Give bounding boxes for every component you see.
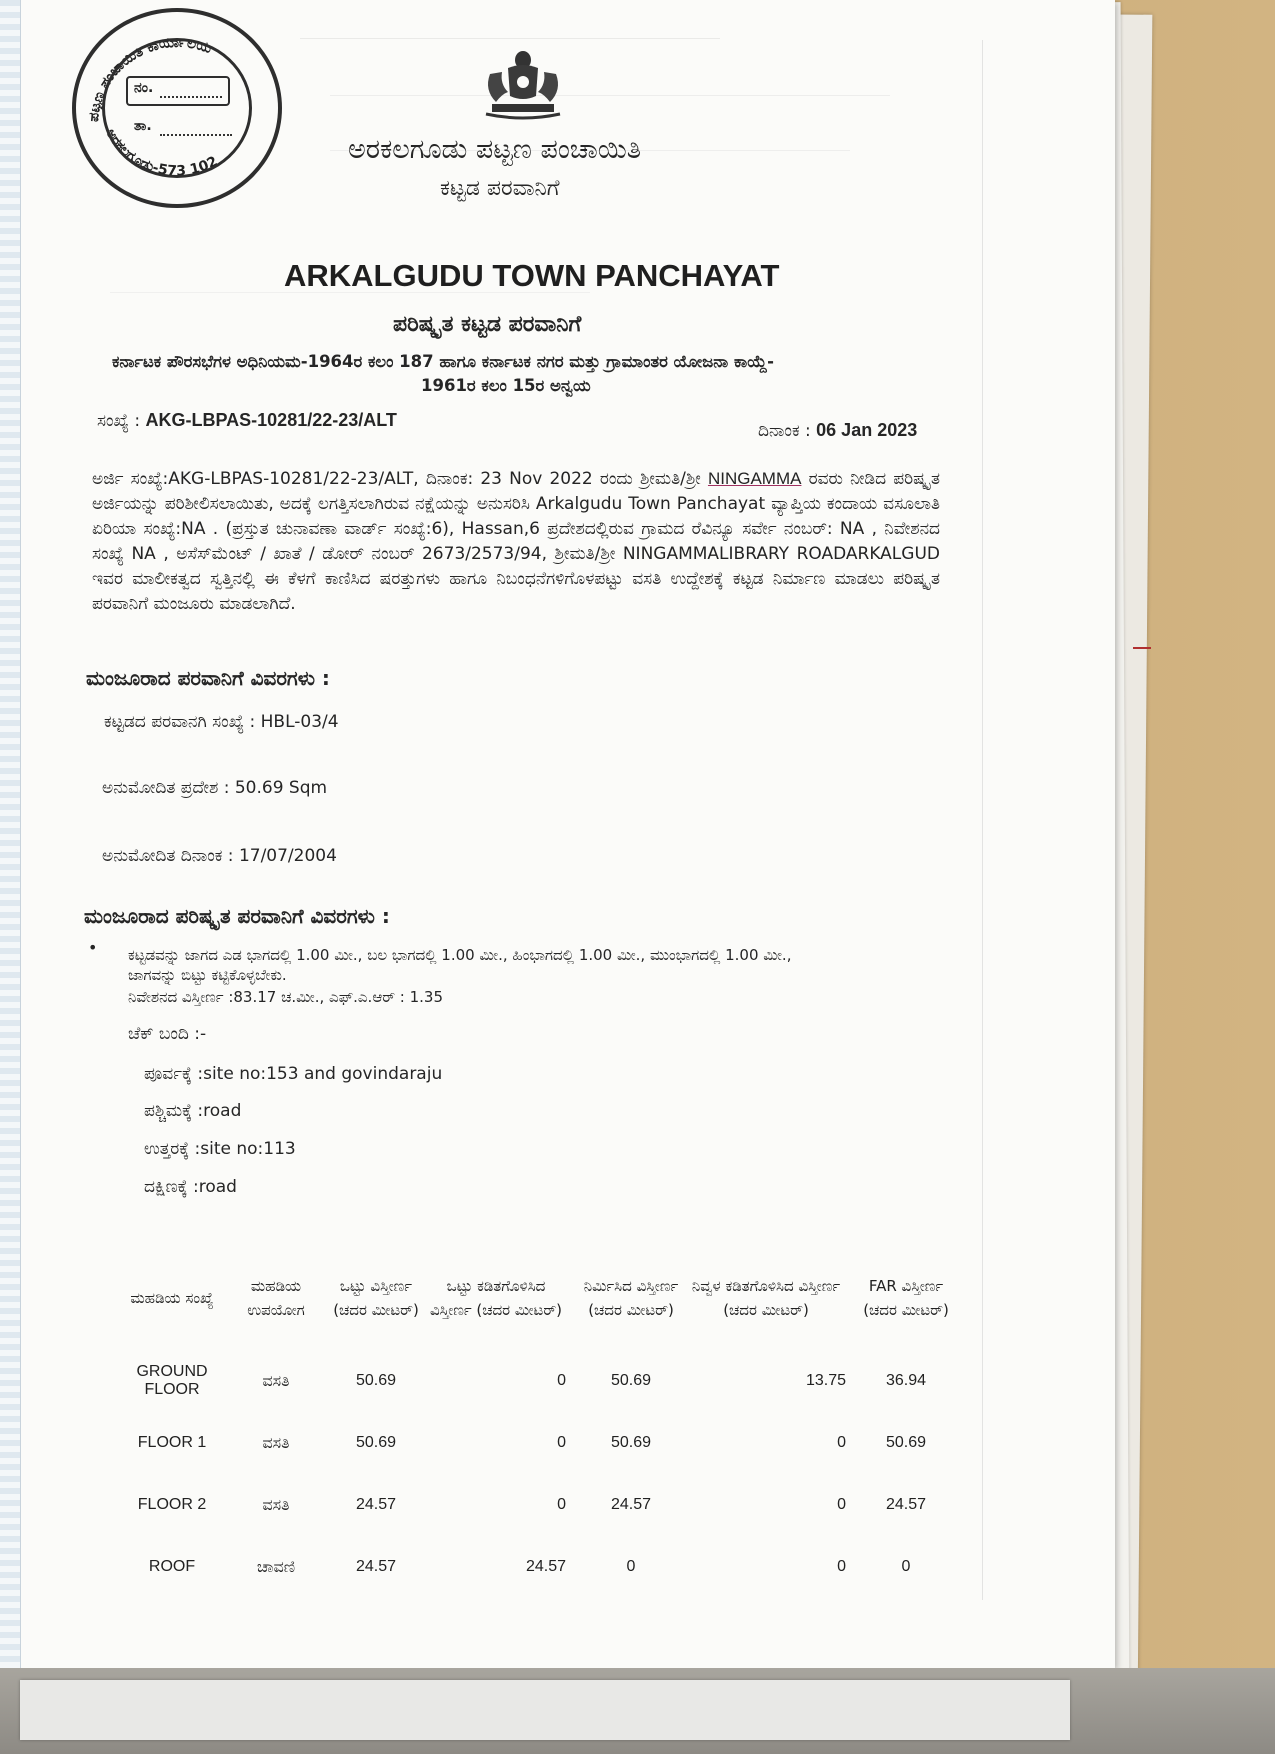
paragraph-part-1: ಅರ್ಜಿ ಸಂಖ್ಯೆ:AKG-LBPAS-10281/22-23/ALT, ದಿನಾಂಕ: 23 Nov 2022 ರಂದು ಶ್ರೀಮತಿ/ಶ್ರೀ <box>92 469 708 489</box>
paragraph-part-2: ರವರು ನೀಡಿದ ಪರಿಷ್ಕೃತ ಅರ್ಜಿಯನ್ನು ಪರಿಶೀಲಿಸಲಾಯಿತು, ಅದಕ್ಕೆ ಲಗತ್ತಿಸಲಾಗಿರುವ ನಕ್ಷೆಯನ್ನು ಅನುಸರಿಸಿ Arkalgudu Town Panchayat ವ್ಯಾಪ್ತಿಯ ಕಂದಾಯ ವಸೂಲಾತಿ ಏರಿಯಾ ಸಂಖ್ಯೆ:NA . (ಪ್ರಸ್ತುತ ಚುನಾವಣಾ ವಾರ್ಡ್ ಸಂಖ್ಯೆ:6), Hassan,6 ಪ್ರದೇಶದಲ್ಲಿರುವ ಗ್ರಾಮದ ರೆವಿನ್ಯೂ ಸರ್ವೇ ನಂಬರ್: NA , ನಿವೇಶನದ ಸಂಖ್ಯೆ NA , ಅಸೆಸ್‌ಮೆಂಟ್ / ಖಾತೆ / ಡೋರ್ ನಂಬರ್ 2673/2573/94, ಶ್ರೀಮತಿ/ಶ್ರೀ NINGAMMALIBRARY ROADARKALGUD ಇವರ ಮಾಲೀಕತ್ವದ ಸ್ವತ್ತಿನಲ್ಲಿ ಈ ಕೆಳಗೆ ಕಾಣಿಸಿದ ಷರತ್ತುಗಳು ಹಾಗೂ ನಿಬಂಧನೆಗಳಿಗೊಳಪಟ್ಟು ವಸತಿ ಉದ್ದೇಶಕ್ಕೆ ಕಟ್ಟಡ ನಿರ್ಮಾಣ ಮಾಡಲು ಪರಿಷ್ಕೃತ ಪರವಾನಿಗೆ ಮಂಜೂರು ಮಾಡಲಾಗಿದೆ. <box>92 469 940 614</box>
approved-date: ಅನುಮೋದಿತ ದಿನಾಂಕ : 17/07/2004 <box>102 846 337 866</box>
col-total-area: ಒಟ್ಟು ವಿಸ್ತೀರ್ಣ (ಚದರ ಮೀಟರ್) <box>333 1276 419 1319</box>
cell-deducted-area: 0 <box>557 1434 566 1451</box>
cell-far-area: 0 <box>901 1558 911 1575</box>
col-total-deducted-area: ಒಟ್ಟು ಕಡಿತಗೊಳಿಸಿದ ವಿಸ್ತೀರ್ಣ (ಚದರ ಮೀಟರ್) <box>429 1276 562 1319</box>
table-row <box>118 1474 956 1536</box>
boundary-south: ದಕ್ಷಿಣಕ್ಕೆ :road <box>144 1177 237 1197</box>
cell-use: ಚಾವಣಿ <box>256 1557 296 1576</box>
col-net-deducted-area: ನಿವ್ವಳ ಕಡಿತಗೊಳಿಸಿದ ವಿಸ್ತೀರ್ಣ (ಚದರ ಮೀಟರ್) <box>691 1276 841 1319</box>
cell-far-area: 36.94 <box>885 1372 927 1389</box>
cell-built-area: 24.57 <box>610 1496 652 1513</box>
cell-use: ವಸತಿ <box>262 1433 290 1452</box>
act-reference-line-2: 1961ರ ಕಲಂ 15ರ ಅನ್ವಯ <box>421 376 591 395</box>
boundary-east: ಪೂರ್ವಕ್ಕೆ :site no:153 and govindaraju <box>144 1064 443 1084</box>
seal-inner-ring <box>102 38 252 178</box>
application-paragraph <box>92 466 940 617</box>
binding-strip <box>0 0 21 1668</box>
boundary-west: ಪಶ್ಚಿಮಕ್ಕೆ :road <box>144 1101 242 1121</box>
table-row <box>118 1536 956 1598</box>
cell-floor: ROOF <box>148 1558 196 1575</box>
cell-floor: FLOOR 1 <box>137 1434 207 1451</box>
cell-net-deducted: 0 <box>837 1496 846 1513</box>
page-bottom-strip <box>20 1680 1070 1740</box>
cell-net-deducted: 13.75 <box>805 1372 846 1389</box>
cell-total-area: 50.69 <box>355 1434 397 1451</box>
office-name-kannada: ಅರಕಲಗೂಡು ಪಟ್ಟಣ ಪಂಚಾಯಿತಿ <box>348 134 642 165</box>
page-edge-line <box>982 40 983 1600</box>
bleed-line <box>330 95 890 96</box>
col-built-area: ನಿರ್ಮಿಸಿದ ವಿಸ್ತೀರ್ಣ (ಚದರ ಮೀಟರ್) <box>583 1276 679 1319</box>
seal-date-blank <box>160 134 232 136</box>
cell-far-area: 24.57 <box>885 1496 927 1513</box>
building-permit-number: ಕಟ್ಟಡದ ಪರವಾನಗಿ ಸಂಖ್ಯೆ : HBL-03/4 <box>104 712 339 732</box>
cell-use: ವಸತಿ <box>262 1495 290 1514</box>
boundaries-label: ಚೆಕ್ ಬಂದಿ :- <box>128 1024 207 1044</box>
seal-number-label: ನಂ. <box>134 80 154 96</box>
cell-total-area: 50.69 <box>355 1372 397 1389</box>
act-reference-line-1: ಕರ್ನಾಟಕ ಪೌರಸಭೆಗಳ ಅಧಿನಿಯಮ-1964ರ ಕಲಂ 187 ಹಾಗೂ ಕರ್ನಾಟಕ ನಗರ ಮತ್ತು ಗ್ರಾಮಾಂತರ ಯೋಜನಾ ಕಾಯ್ದೆ- <box>112 352 774 371</box>
cell-far-area: 50.69 <box>885 1434 927 1451</box>
cell-net-deducted: 0 <box>837 1558 846 1575</box>
col-floor-use: ಮಹಡಿಯ ಉಪಯೋಗ <box>247 1276 305 1319</box>
cell-floor: GROUND FLOOR <box>136 1363 208 1398</box>
reference-number-value: AKG-LBPAS-10281/22-23/ALT <box>145 410 397 430</box>
applicant-name: NINGAMMA <box>707 469 802 488</box>
sanctioned-details-heading: ಮಂಜೂರಾದ ಪರವಾನಿಗೆ ವಿವರಗಳು : <box>86 666 330 690</box>
state-emblem-icon <box>478 44 568 122</box>
bleed-line <box>300 38 720 39</box>
page-title: ARKALGUDU TOWN PANCHAYAT <box>284 258 780 293</box>
permit-subtitle-kannada: ಕಟ್ಟಡ ಪರವಾನಿಗೆ <box>440 176 560 201</box>
reference-date-value: 06 Jan 2023 <box>816 420 918 440</box>
cell-net-deducted: 0 <box>837 1434 846 1451</box>
red-pen-mark <box>1133 647 1151 649</box>
revised-details-heading: ಮಂಜೂರಾದ ಪರಿಷ್ಕೃತ ಪರವಾನಿಗೆ ವಿವರಗಳು : <box>84 904 390 928</box>
cell-deducted-area: 0 <box>557 1372 566 1389</box>
bullet-dot: • <box>88 938 98 957</box>
cell-use: ವಸತಿ <box>262 1371 290 1390</box>
svg-text:ಅರಕಲಗೂಡು-573 102: ಅರಕಲಗೂಡು-573 102 <box>102 126 221 180</box>
office-seal <box>72 8 282 208</box>
table-row <box>118 1412 956 1474</box>
col-floor-number: ಮಹಡಿಯ ಸಂಖ್ಯೆ <box>130 1288 214 1307</box>
setback-condition: ಕಟ್ಟಡವನ್ನು ಜಾಗದ ಎಡ ಭಾಗದಲ್ಲಿ 1.00 ಮೀ., ಬಲ ಭಾಗದಲ್ಲಿ 1.00 ಮೀ., ಹಿಂಭಾಗದಲ್ಲಿ 1.00 ಮೀ., ಮುಂಭಾಗದಲ್ಲಿ 1.00 ಮೀ., <box>128 946 792 964</box>
cell-built-area: 0 <box>626 1558 636 1575</box>
col-far-area: FAR ವಿಸ್ತೀರ್ಣ (ಚದರ ಮೀಟರ್) <box>863 1276 949 1319</box>
reference-date-label: ದಿನಾಂಕ : <box>758 421 811 441</box>
cell-total-area: 24.57 <box>355 1558 397 1575</box>
floor-area-table <box>118 1245 956 1598</box>
cell-deducted-area: 24.57 <box>525 1558 566 1575</box>
cell-built-area: 50.69 <box>610 1434 652 1451</box>
seal-date-label: ತಾ. <box>134 118 152 134</box>
site-area-far: ನಿವೇಶನದ ವಿಸ್ತೀರ್ಣ :83.17 ಚ.ಮೀ., ಎಫ್.ಎ.ಆರ್ : 1.35 <box>128 988 444 1006</box>
revised-permit-heading: ಪರಿಷ್ಕೃತ ಕಟ್ಟಡ ಪರವಾನಿಗೆ <box>393 312 582 337</box>
cell-total-area: 24.57 <box>355 1496 397 1513</box>
reference-date <box>758 420 917 441</box>
svg-text:ಪಟ್ಟಣ ಪಂಚಾಯಿತಿ ಕಾರ್ಯಾಲಯ: ಪಟ್ಟಣ ಪಂಚಾಯಿತಿ ಕಾರ್ಯಾಲಯ <box>85 34 214 123</box>
approved-area: ಅನುಮೋದಿತ ಪ್ರದೇಶ : 50.69 Sqm <box>102 778 328 798</box>
table-header-row <box>118 1245 956 1350</box>
boundary-north: ಉತ್ತರಕ್ಕೆ :site no:113 <box>144 1139 296 1159</box>
cell-built-area: 50.69 <box>610 1372 652 1389</box>
setback-condition-continued: ಜಾಗವನ್ನು ಬಿಟ್ಟು ಕಟ್ಟಿಕೊಳ್ಳಬೇಕು. <box>128 966 287 984</box>
table-row <box>118 1350 956 1412</box>
cell-floor: FLOOR 2 <box>137 1496 207 1513</box>
cell-deducted-area: 0 <box>557 1496 566 1513</box>
seal-number-blank <box>160 96 222 98</box>
reference-number <box>97 410 397 431</box>
reference-number-label: ಸಂಖ್ಯೆ : <box>97 411 141 431</box>
